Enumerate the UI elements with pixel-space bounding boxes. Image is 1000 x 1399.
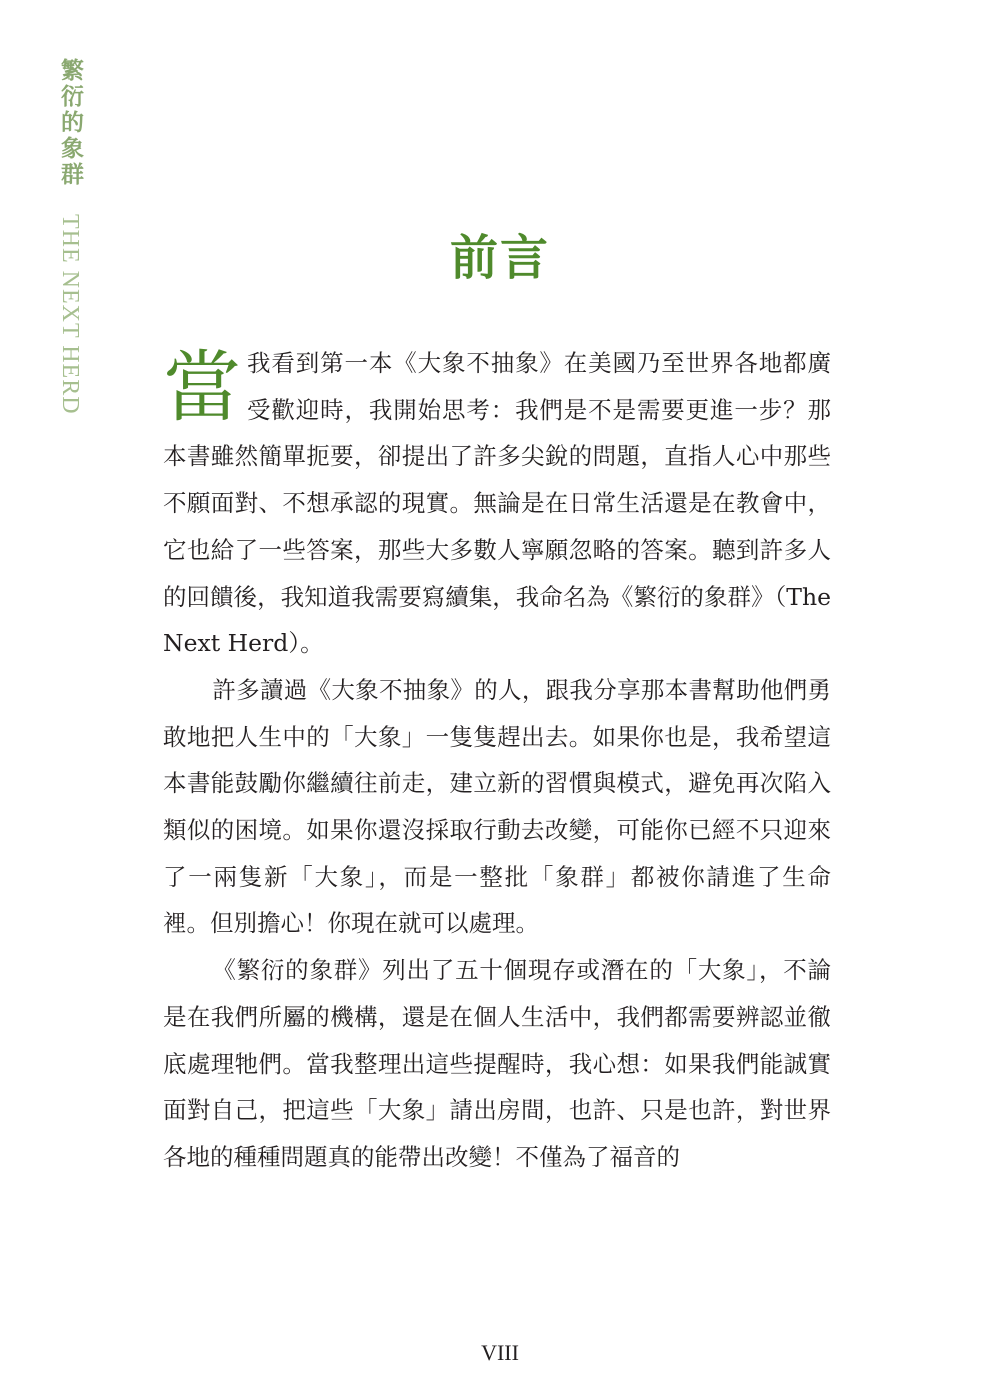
paragraph-3: 《繁衍的象群》列出了五十個現存或潛在的「大象」，不論是在我們所屬的機構，還是在個人生活中，我們都需要辨認並徹底處理牠們。當我整理出這些提醒時，我心想：如果我們能誠實面對自己，把這些「大象」請出房間，也許、只是也許，對世界各地的種種問題真的能帶出改變！不僅為了福音的 [163, 956, 831, 1171]
body-text [163, 340, 831, 1181]
paragraph-1 [163, 340, 831, 667]
page-number: VIII [481, 1340, 519, 1365]
paragraph-1-text: 我看到第一本《大象不抽象》在美國乃至世界各地都廣受歡迎時，我開始思考：我們是不是需要更進一步？那本書雖然簡單扼要，卻提出了許多尖銳的問題，直指人心中那些不願面對、不想承認的現實。無論是在日常生活還是在教會中，它也給了一些答案，那些大多數人寧願忽略的答案。聽到許多人的回饋後，我知道我需要寫續集，我命名為《繁衍的象群》（The Next Herd）。 [163, 349, 831, 658]
chapter-title: 前言 [449, 230, 550, 286]
paragraph-2: 許多讀過《大象不抽象》的人，跟我分享那本書幫助他們勇敢地把人生中的「大象」一隻隻趕出去。如果你也是，我希望這本書能鼓勵你繼續往前走，建立新的習慣與模式，避免再次陷入類似的困境。如果你還沒採取行動去改變，可能你已經不只迎來了一兩隻新「大象」，而是一整批「象群」都被你請進了生命裡。但別擔心！你現在就可以處理。 [163, 675, 831, 938]
drop-cap: 當 [163, 343, 242, 433]
book-title-english: THE NEXT HERD [57, 214, 83, 415]
book-title-chinese: 繁衍的象群 [57, 58, 83, 188]
